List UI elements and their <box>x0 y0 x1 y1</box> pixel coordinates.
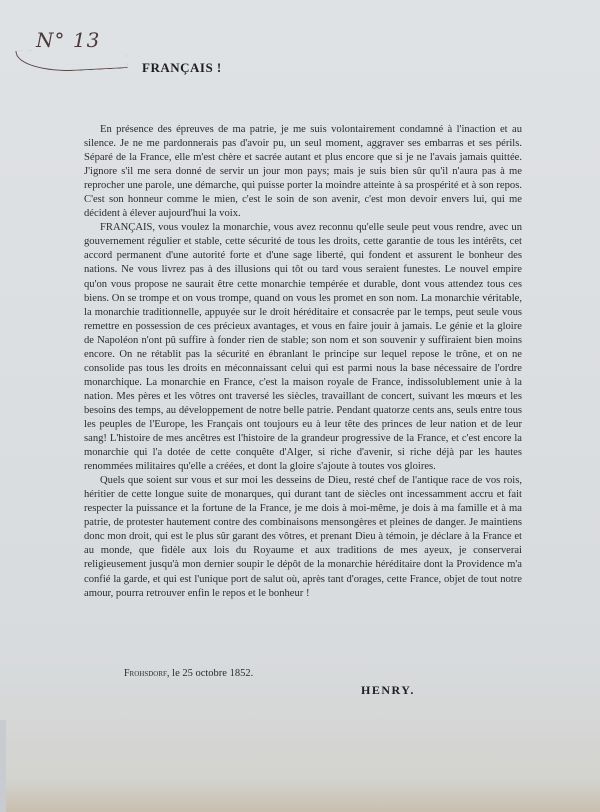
dateline <box>124 668 253 679</box>
signature: HENRY. <box>361 683 415 697</box>
paper-fold <box>0 720 6 812</box>
paragraph-3: Quels que soient sur vous et sur moi les desseins de Dieu, resté chef de l'antique race de vos rois, héritier de cette longue suite de monarques, qui durant tant de siècles ont incessamment accru et fait respecter la puissance et la fortune de la France, je me dois à moi-même, je dois à ma famille et à ma patrie, de protester hautement contre des combinaisons mensongères et pleines de danger. Je maintiens donc mon droit, qui est le plus sûr garant des vôtres, et prenant Dieu à témoin, je déclare à la France et au monde, que fidèle aux lois du Royaume et aux traditions de mes ayeux, je conserverai religieusement jusqu'à mon dernier soupir le dépôt de la monarchie héréditaire dont la Providence m'a confié la garde, et qui est l'unique port de salut où, après tant d'orages, cette France, objet de tout notre amour, pourra retrouver enfin le repos et le bonheur ! <box>84 475 522 599</box>
paragraph-2: FRANÇAIS, vous voulez la monarchie, vous avez reconnu qu'elle seule peut vous rendre, avec un gouvernement régulier et stable, cette sécurité de tous les droits, cette garantie de tous les intérêts, cet accord permanent d'une autorité forte et d'une sage liberté, qui fondent et assurent le bonheur des nations. Ne vous livrez pas à des illusions qui tôt ou tard vous seraient funestes. Le nouvel empire qu'on vous propose ne saurait être cette monarchie tempérée et durable, dont vous attendez tous ces biens. On se trompe et on vous trompe, quand on vous les promet en son nom. La monarchie véritable, la monarchie traditionnelle, appuyée sur le droit héréditaire et consacrée par le temps, peut seule vous remettre en possession de ces précieux avantages, et vous en faire jouir à jamais. Le génie et la gloire de Napoléon n'ont pû suffire à fonder rien de stable; son nom et son souvenir y suffiraient bien moins encore. On ne rétablit pas la sécurité en ébranlant le principe sur lequel repose le trône, et on ne consolide pas tous les droits en méconnaissant celui qui est parmi nous la base nécessaire de l'ordre monarchique. La monarchie en France, c'est la maison royale de France, indissolublement unie à la nation. Mes pères et les vôtres ont traversé les siècles, travaillant de concert, suivant les mœurs et les besoins des temps, au développement de notre belle patrie. Pendant quatorze cents ans, seuls entre tous les peuples de l'Europe, les Français ont toujours eu à leur tête des princes de leur nation et de leur sang! L'histoire de mes ancêtres est l'histoire de la grandeur progressive de la France, et c'est encore la monarchie qui l'a dotée de cette conquête d'Alger, si riche d'avenir, si riche déjà par les hautes renommées militaires qu'elle a créées, et dont la gloire s'ajoute à toutes vos gloires. <box>84 222 522 473</box>
dateline-place: Frohsdorf <box>124 668 167 679</box>
page-title: FRANÇAIS ! <box>142 60 222 75</box>
proclamation-body <box>84 123 522 601</box>
dateline-date: , le 25 octobre 1852. <box>166 668 254 679</box>
paragraph-1: En présence des épreuves de ma patrie, je me suis volontairement condamné à l'inaction et au silence. Je ne me pardonnerais pas d'avoir pu, un seul moment, aggraver ses embarras et ses périls. Séparé de la France, elle m'est chère et sacrée autant et plus encore que si je ne l'avais jamais quittée. J'ignore s'il me sera donné de servir un jour mon pays; mais je suis bien sûr qu'il n'aura pas à me reprocher une parole, une démarche, qui puisse porter la moindre atteinte à sa prospérité et à son repos. C'est son honneur comme le mien, c'est le soin de son avenir, c'est mon devoir envers lui, qui me décident à élever aujourd'hui la voix. <box>84 124 522 220</box>
handwritten-shelfmark: N° 13 <box>36 28 101 52</box>
handwritten-flourish <box>15 45 127 74</box>
